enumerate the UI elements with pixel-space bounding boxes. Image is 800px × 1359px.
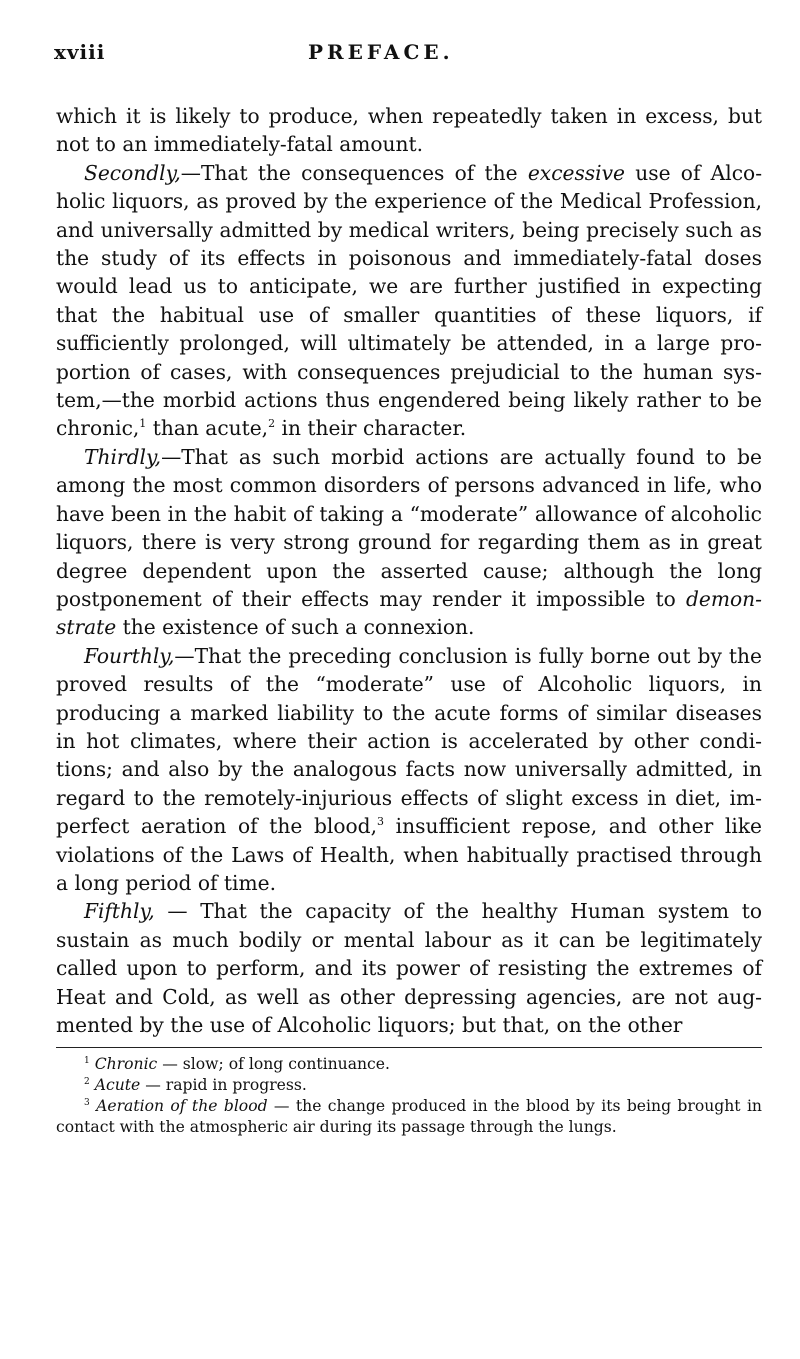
- paragraph-secondly: Secondly,—That the consequences of the excessive use of Alcoholic liquors, as proved by the experience of the Medical Profession, and universally admitted by medical writers, being precisely such as the study of its effects in poisonous and immediately-fatal doses would lead us to anticipate, we are further justified in expecting that the habitual use of smaller quantities of these liquors, if sufficiently prolonged, will ultimately be attended, in a large proportion of cases, with consequences prejudicial to the human system,—the morbid actions thus engendered being likely rather to be chronic,$^1$ than acute,$^2$ in their character.: [56, 160, 763, 441]
- footnote: [56, 1075, 762, 1096]
- footnote-divider: [56, 1047, 762, 1048]
- footnote-mark: 3: [84, 1098, 90, 1109]
- main-text: [56, 102, 762, 1039]
- paragraph-fifthly: Fifthly, — That the capacity of the healthy Human system to sustain as much bodily or mental labour as it can be legitimately called upon to perform, and its power of resisting the extremes of Heat and Cold, as well as other depressing agencies, are not augmented by the use of Alcoholic liquors; but that, on the other: [56, 899, 762, 1037]
- footnote-term: Aeration of the blood: [96, 1097, 268, 1116]
- paragraph-thirdly: Thirdly,—That as such morbid actions are actually found to be among the most common disorders of persons advanced in life, who have been in the habit of taking a “moderate” allowance of alcoholic liquors, there is very strong ground for regarding them as in great degree dependent upon the asserted cause; although the long postponement of their effects may render it impossible to demonstrate the existence of such a connexion.: [56, 444, 762, 640]
- paragraph-lead: Thirdly,: [84, 444, 162, 469]
- paragraph-lead: Secondly,: [84, 160, 181, 185]
- footnote-ref-1: 1: [139, 417, 147, 431]
- footnote-ref-2: 2: [268, 417, 276, 431]
- paragraph-continued: which it is likely to produce, when repeatedly taken in excess, but not to an immediately-fatal amount.: [56, 104, 762, 157]
- footnote-mark: 1: [84, 1056, 90, 1067]
- footnote-text: — slow; of long continuance.: [157, 1055, 390, 1074]
- book-page: [56, 40, 762, 1138]
- footnote-ref-3: 3: [377, 815, 385, 829]
- footnote-text: — the change produced in the blood by its being brought in contact with the atmospheric air during its passage through the lungs.: [56, 1097, 762, 1137]
- running-head: [56, 40, 762, 74]
- paragraph-lead: Fifthly,: [84, 899, 155, 924]
- paragraph-lead: Fourthly,: [84, 643, 175, 668]
- footnote-term: Acute: [94, 1076, 141, 1095]
- running-title: PREFACE.: [308, 40, 454, 64]
- footnotes: [56, 1054, 762, 1138]
- page-number: xviii: [54, 40, 106, 64]
- footnote: [56, 1054, 762, 1075]
- footnote-mark: 2: [84, 1077, 90, 1088]
- footnote: [56, 1096, 762, 1138]
- footnote-term: Chronic: [94, 1055, 158, 1074]
- paragraph-fourthly: Fourthly,—That the preceding conclusion is fully borne out by the proved results of the “moderate” use of Alcoholic liquors, in producing a marked liability to the acute forms of similar diseases in hot climates, where their action is accelerated by other conditions; and also by the analogous facts now universally admitted, in regard to the remotely-injurious effects of slight excess in diet, imperfect aeration of the blood,$^3$ insufficient repose, and other like violations of the Laws of Health, when habitually practised through a long period of time.: [56, 643, 762, 895]
- footnote-text: — rapid in progress.: [140, 1076, 307, 1095]
